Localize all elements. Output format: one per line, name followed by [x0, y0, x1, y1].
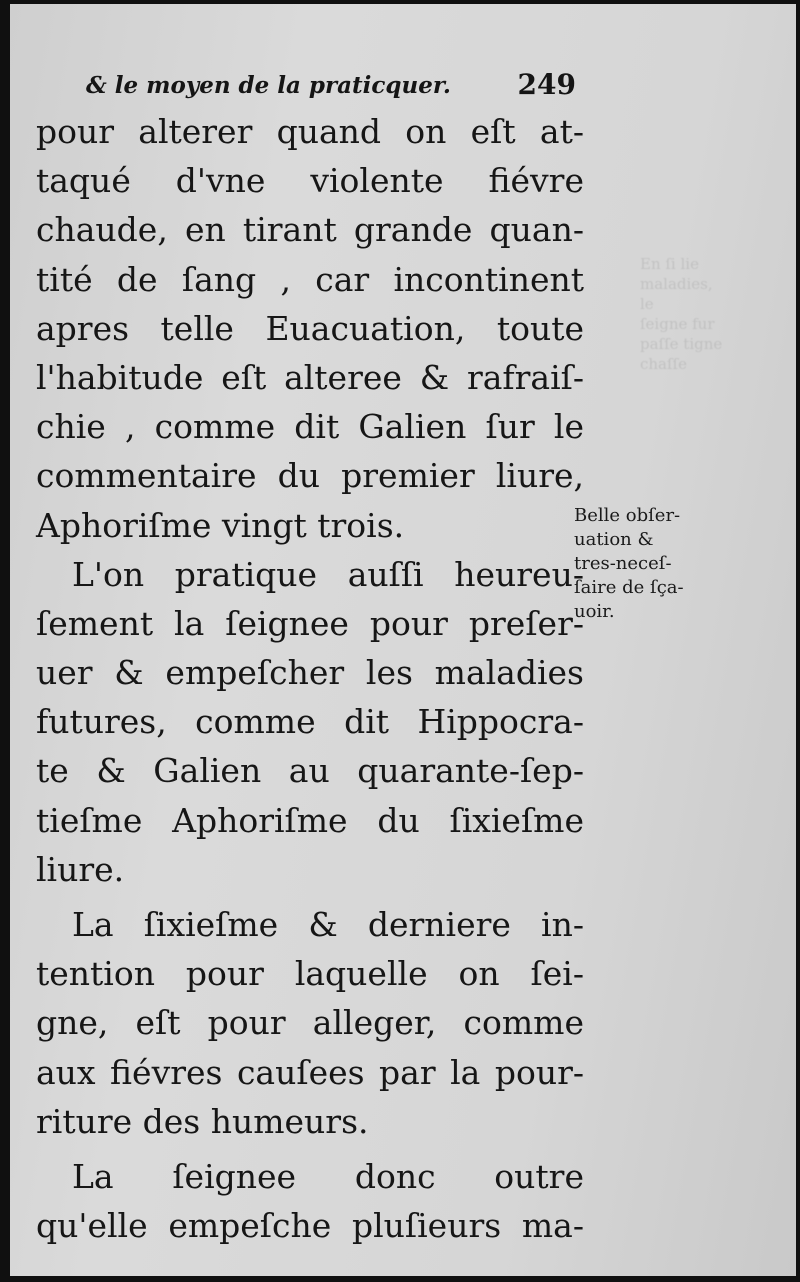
text-line: tention pour laquelle on ſei- — [36, 954, 584, 994]
margin-note-line: uoir. — [574, 601, 615, 622]
show-through-line: maladies, le — [640, 275, 713, 313]
running-head-title: & le moyen de la praticquer. — [86, 72, 451, 99]
text-line: tité de ſang , car incontinent — [36, 259, 584, 299]
text-line: aux fiévres cauſees par la pour- — [36, 1052, 584, 1092]
text-line: uer & empeſcher les maladies — [36, 653, 584, 693]
text-line: te & Galien au quarante-ſep- — [36, 751, 584, 791]
text-line: gne, eſt pour alleger, comme — [36, 1003, 584, 1043]
paragraph-start-line: La ſeignee donc outre — [72, 1156, 584, 1196]
text-line: liure. — [36, 849, 125, 889]
text-line: riture des humeurs. — [36, 1101, 369, 1141]
paragraph-start-line: L'on pratique auſſi heureu- — [72, 554, 584, 594]
text-line: commentaire du premier liure, — [36, 456, 584, 496]
text-line: chie , comme dit Galien ſur le — [36, 407, 584, 447]
paragraph-start-line: La ſixieſme & derniere in- — [72, 905, 584, 944]
margin-note-line: Belle obſer- — [574, 505, 681, 526]
margin-note — [574, 504, 712, 624]
text-line: ſement la ſeignee pour preſer- — [36, 603, 584, 643]
text-line: qu'elle empeſche pluſieurs ma- — [36, 1206, 584, 1246]
text-line: taqué d'vne violente fiévre — [36, 161, 584, 201]
show-through-text — [640, 254, 730, 374]
margin-note-line: uation & — [574, 529, 654, 550]
show-through-line: En ſi lie — [640, 255, 699, 273]
text-line: futures, comme dit Hippocra- — [36, 702, 584, 742]
text-line: l'habitude eſt alteree & rafraiſ- — [36, 357, 584, 397]
text-line: Aphoriſme vingt trois. — [36, 505, 405, 545]
margin-note-line: tres-neceſ- — [574, 553, 672, 574]
running-head — [86, 64, 576, 104]
text-line: chaude, en tirant grande quan- — [36, 210, 584, 250]
text-line: tieſme Aphoriſme du ſixieſme — [36, 800, 584, 840]
page-number: 249 — [517, 68, 576, 101]
book-page — [10, 4, 796, 1276]
show-through-line: chaſſe — [640, 355, 687, 373]
show-through-line: paſſe tigne — [640, 335, 723, 353]
text-line: pour alterer quand on eſt at- — [36, 112, 584, 151]
text-line: apres telle Euacuation, toute — [36, 308, 584, 348]
body-text — [36, 107, 584, 1250]
margin-note-line: ſaire de ſça- — [574, 577, 684, 598]
show-through-line: ſeigne fur — [640, 315, 715, 333]
